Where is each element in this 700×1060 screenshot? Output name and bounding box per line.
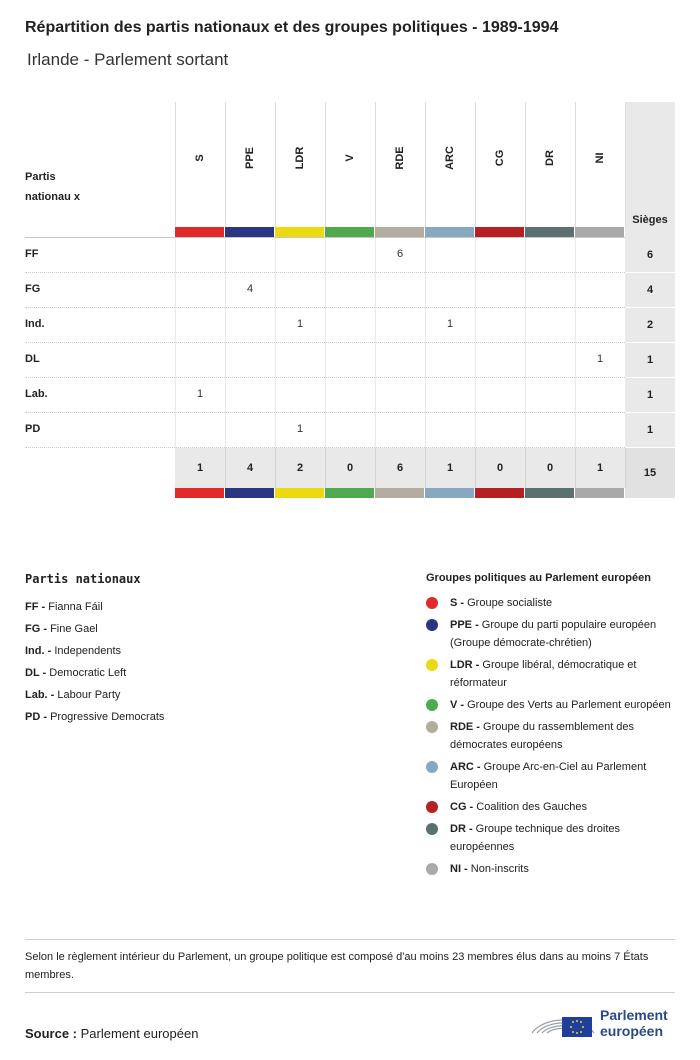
cell-divider (375, 378, 376, 413)
party-legend-abbr: Ind. - (25, 645, 52, 657)
group-color-dot-icon (426, 863, 438, 875)
cell-divider (475, 343, 476, 378)
cell-divider (525, 413, 526, 448)
national-parties-heading: Partis nationaux (25, 572, 141, 586)
group-total-ppe: 4 (246, 462, 254, 474)
group-color-dot-icon (426, 761, 438, 773)
source-line (25, 1026, 198, 1041)
cell-divider (475, 273, 476, 308)
group-color-bar-v (325, 227, 374, 237)
cell-divider (275, 273, 276, 308)
cell-divider (425, 343, 426, 378)
group-legend-name: Non-inscrits (470, 863, 529, 875)
political-groups-heading: Groupes politiques au Parlement européen (426, 572, 651, 584)
group-color-bar-s (175, 227, 224, 237)
group-column-divider (275, 102, 276, 228)
party-legend-name: Independents (54, 645, 122, 657)
seat-cell: 1 (596, 353, 604, 365)
group-legend-item (426, 860, 681, 878)
group-totals-row (25, 448, 675, 488)
group-column-divider (525, 102, 526, 228)
cell-divider (325, 343, 326, 378)
group-color-dot-icon (426, 619, 438, 631)
group-legend-abbr: V - (450, 699, 465, 711)
cell-divider (325, 413, 326, 448)
cell-divider (575, 413, 576, 448)
cell-divider (525, 273, 526, 308)
cell-divider (475, 308, 476, 343)
group-color-bar-dr (525, 227, 574, 237)
table-row (25, 378, 675, 413)
grand-total: 15 (625, 448, 675, 498)
group-color-bar-bottom-rde (375, 488, 424, 498)
group-legend-abbr: S - (450, 597, 465, 609)
cell-divider (475, 413, 476, 448)
table-row (25, 413, 675, 448)
group-legend-abbr: PPE - (450, 619, 479, 631)
row-party-label: FG (25, 283, 41, 295)
cell-divider (175, 308, 176, 343)
cell-divider (625, 448, 626, 488)
row-total: 1 (625, 343, 675, 378)
row-party-label: FF (25, 248, 39, 260)
cell-divider (275, 238, 276, 273)
group-color-dot-icon (426, 699, 438, 711)
national-parties-legend (25, 572, 355, 728)
cell-divider (525, 308, 526, 343)
cell-divider (575, 378, 576, 413)
note-top-rule (25, 939, 675, 940)
group-color-bar-ni (575, 227, 624, 237)
group-color-bar-bottom-ni (575, 488, 624, 498)
cell-divider (425, 238, 426, 273)
party-legend-item (25, 706, 355, 728)
group-legend-name: Groupe du rassemblement des démocrates européens (450, 721, 635, 751)
cell-divider (575, 273, 576, 308)
row-party-label: Lab. (25, 388, 48, 400)
party-legend-item (25, 640, 355, 662)
group-color-bar-cg (475, 227, 524, 237)
party-legend-name: Progressive Democrats (50, 711, 165, 723)
table-row (25, 343, 675, 378)
row-party-label: Ind. (25, 318, 45, 330)
group-header-rde: RDE (394, 146, 406, 170)
cell-divider (375, 273, 376, 308)
table-row (25, 273, 675, 308)
seat-cell: 1 (296, 423, 304, 435)
party-legend-item (25, 662, 355, 684)
cell-divider (325, 378, 326, 413)
page-subtitle: Irlande - Parlement sortant (27, 50, 229, 69)
group-legend-abbr: LDR - (450, 659, 480, 671)
group-color-bar-ppe (225, 227, 274, 237)
cell-divider (575, 308, 576, 343)
page-title: Répartition des partis nationaux et des groupes politiques - 1989-1994 (25, 19, 559, 36)
cell-divider (225, 413, 226, 448)
cell-divider (275, 343, 276, 378)
cell-divider (475, 378, 476, 413)
group-legend-abbr: NI - (450, 863, 468, 875)
cell-divider (425, 413, 426, 448)
row-total: 6 (625, 238, 675, 273)
row-total: 4 (625, 273, 675, 308)
seat-cell: 1 (446, 318, 454, 330)
group-color-dot-icon (426, 721, 438, 733)
group-total-arc: 1 (446, 462, 454, 474)
group-legend-abbr: RDE - (450, 721, 480, 733)
source-label: Source : (25, 1026, 78, 1041)
party-legend-name: Democratic Left (49, 667, 127, 679)
note-bottom-rule (25, 992, 675, 993)
party-legend-name: Fianna Fáil (48, 601, 103, 613)
group-legend-abbr: CG - (450, 801, 474, 813)
party-legend-abbr: DL - (25, 667, 47, 679)
seat-cell: 1 (296, 318, 304, 330)
group-color-dot-icon (426, 823, 438, 835)
group-color-bar-bottom-dr (525, 488, 574, 498)
group-total-dr: 0 (546, 462, 554, 474)
cell-divider (425, 378, 426, 413)
group-color-bar-bottom-ldr (275, 488, 324, 498)
seat-cell: 1 (196, 388, 204, 400)
party-legend-abbr: Lab. - (25, 689, 55, 701)
cell-divider (225, 378, 226, 413)
cell-divider (375, 308, 376, 343)
group-header-cg: CG (494, 149, 506, 167)
seats-column-header: Sièges (632, 214, 668, 226)
group-color-dot-icon (426, 801, 438, 813)
table-row (25, 308, 675, 343)
group-color-bar-bottom-v (325, 488, 374, 498)
group-total-rde: 6 (396, 462, 404, 474)
group-legend-abbr: ARC - (450, 761, 481, 773)
group-color-dot-icon (426, 659, 438, 671)
logo-wordmark (600, 1007, 668, 1039)
cell-divider (225, 343, 226, 378)
seat-cell: 4 (246, 283, 254, 295)
party-legend-abbr: FG - (25, 623, 47, 635)
group-column-divider (225, 102, 226, 228)
group-legend-name: Groupe socialiste (467, 597, 553, 609)
cell-divider (525, 378, 526, 413)
group-header-dr: DR (544, 150, 556, 166)
group-legend-name: Groupe des Verts au Parlement européen (467, 699, 671, 711)
cell-divider (525, 238, 526, 273)
group-legend-name: Groupe Arc-en-Ciel au Parlement Européen (450, 761, 647, 791)
cell-divider (375, 343, 376, 378)
group-legend-item (426, 718, 681, 754)
group-color-bar-bottom-cg (475, 488, 524, 498)
party-legend-item (25, 596, 355, 618)
cell-divider (375, 413, 376, 448)
source-value: Parlement européen (80, 1026, 199, 1041)
group-column-divider (475, 102, 476, 228)
group-column-divider (425, 102, 426, 228)
cell-divider (225, 238, 226, 273)
group-legend-item (426, 758, 681, 794)
cell-divider (425, 273, 426, 308)
group-color-bar-bottom-ppe (225, 488, 274, 498)
footnote: Selon le règlement intérieur du Parlement, un groupe politique est composé d'au moins 23 membres élus dans au moins 7 États membres. (25, 951, 649, 981)
group-legend-item (426, 594, 681, 612)
group-header-ppe: PPE (244, 147, 256, 170)
group-column-divider (175, 102, 176, 228)
group-legend-item (426, 696, 681, 714)
cell-divider (175, 238, 176, 273)
cell-divider (175, 413, 176, 448)
cell-divider (475, 238, 476, 273)
row-party-label: PD (25, 423, 41, 435)
party-legend-name: Labour Party (57, 689, 121, 701)
group-column-divider (575, 102, 576, 228)
row-total: 1 (625, 413, 675, 448)
row-party-label: DL (25, 353, 40, 365)
group-color-bar-arc (425, 227, 474, 237)
row-total: 2 (625, 308, 675, 343)
political-groups-legend (426, 572, 681, 882)
group-total-ni: 1 (596, 462, 604, 474)
group-header-s: S (194, 154, 206, 162)
group-header-v: V (344, 154, 356, 162)
group-legend-name: Groupe libéral, démocratique et réformateur (450, 659, 637, 689)
group-color-bar-ldr (275, 227, 324, 237)
group-column-divider (325, 102, 326, 228)
group-legend-name: Groupe technique des droites européennes (450, 823, 620, 853)
table-header (25, 102, 675, 238)
party-legend-abbr: PD - (25, 711, 47, 723)
party-legend-item (25, 618, 355, 640)
cell-divider (175, 273, 176, 308)
table-row (25, 238, 675, 273)
group-header-arc: ARC (444, 146, 456, 170)
group-legend-name: Coalition des Gauches (476, 801, 587, 813)
group-header-ldr: LDR (294, 146, 306, 170)
seat-cell: 6 (396, 248, 404, 260)
cell-divider (175, 343, 176, 378)
cell-divider (575, 238, 576, 273)
group-color-dot-icon (426, 597, 438, 609)
cell-divider (525, 343, 526, 378)
group-legend-item (426, 820, 681, 856)
cell-divider (325, 308, 326, 343)
group-color-bar-rde (375, 227, 424, 237)
party-legend-item (25, 684, 355, 706)
group-legend-item (426, 798, 681, 816)
group-total-v: 0 (346, 462, 354, 474)
group-total-s: 1 (196, 462, 204, 474)
group-color-bar-bottom-arc (425, 488, 474, 498)
row-total: 1 (625, 378, 675, 413)
party-column-header: Partis nationau x (25, 171, 81, 203)
logo-line-1: Parlement (600, 1007, 668, 1023)
party-legend-name: Fine Gael (50, 623, 98, 635)
group-header-ni: NI (594, 152, 606, 164)
cell-divider (275, 378, 276, 413)
group-column-divider (375, 102, 376, 228)
logo-line-2: européen (600, 1023, 664, 1039)
group-total-ldr: 2 (296, 462, 304, 474)
group-column-divider (625, 102, 626, 228)
group-legend-name: Groupe du parti populaire européen (Groupe démocrate-chrétien) (450, 619, 657, 649)
party-legend-abbr: FF - (25, 601, 46, 613)
group-total-cg: 0 (496, 462, 504, 474)
group-legend-item (426, 616, 681, 652)
cell-divider (325, 238, 326, 273)
group-legend-abbr: DR - (450, 823, 473, 835)
group-legend-item (426, 656, 681, 692)
group-color-bar-bottom-s (175, 488, 224, 498)
cell-divider (225, 308, 226, 343)
cell-divider (325, 273, 326, 308)
